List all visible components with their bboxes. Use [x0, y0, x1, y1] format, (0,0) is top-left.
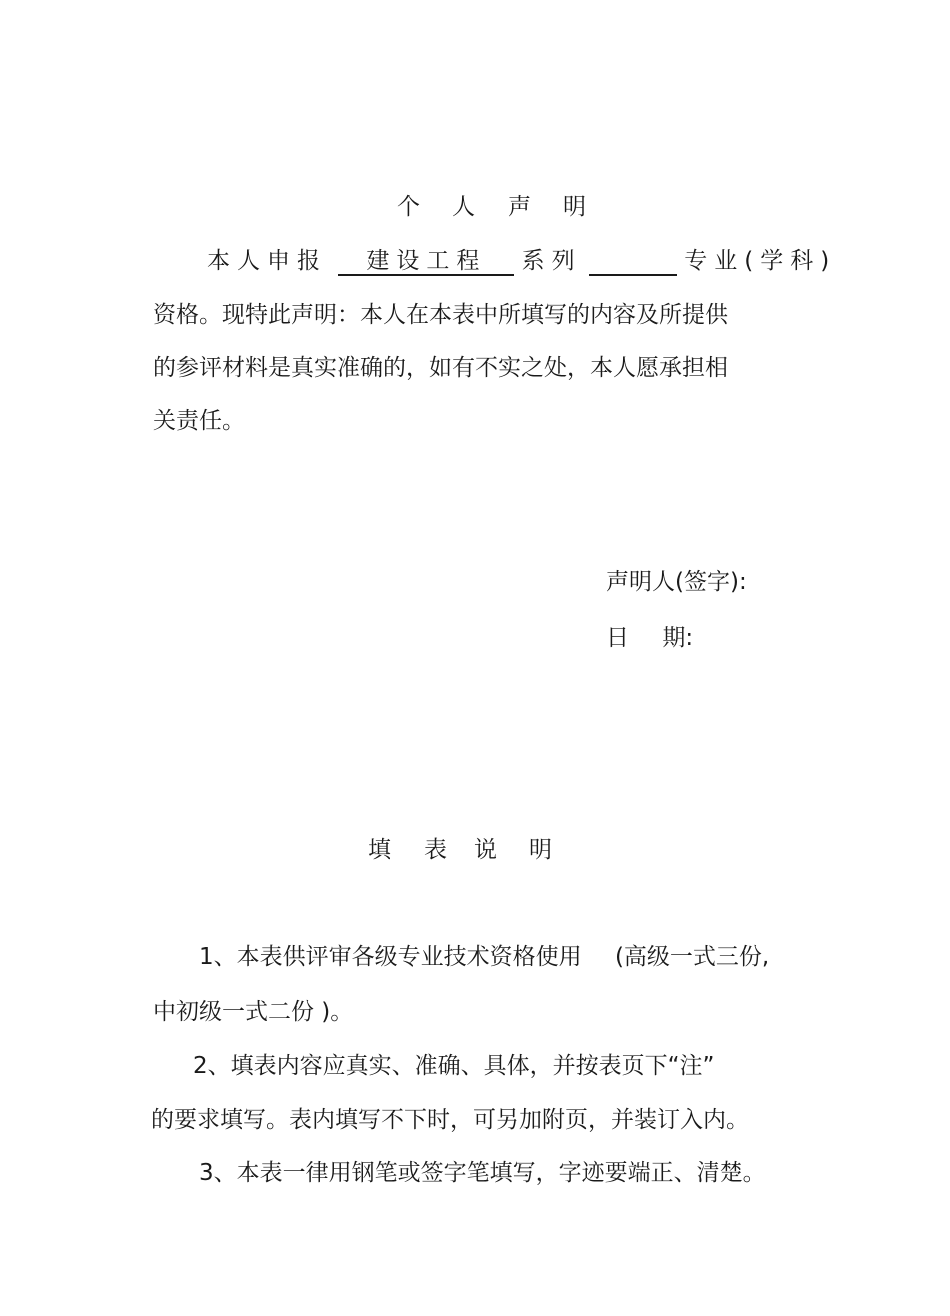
declaration-title-char-4: 明: [563, 194, 586, 220]
instructions-title-char-1: 填: [368, 837, 391, 863]
instruction-item-3-line-1: 3、本表一律用钢笔或签字笔填写，字迹要端正、清楚。: [199, 1160, 766, 1186]
declaration-intro-prefix: 本人申报: [207, 248, 327, 274]
signer-label: 声明人(签字):: [606, 569, 747, 595]
declaration-title-char-1: 个: [397, 194, 420, 220]
major-label: 专业(学科): [684, 248, 837, 274]
instructions-title-char-3: 说: [474, 837, 497, 863]
date-label-char-2: 期:: [662, 625, 694, 651]
instructions-title-char-4: 明: [529, 837, 552, 863]
instruction-item-1-line-2: 中初级一式二份 )。: [153, 999, 354, 1025]
instruction-item-1-text: 1、本表供评审各级专业技术资格使用: [199, 944, 582, 970]
date-label-char-1: 日: [606, 625, 629, 651]
declaration-line-1: [207, 246, 836, 276]
instruction-item-1-note: (高级一式三份,: [614, 944, 770, 970]
series-label: 系列: [521, 248, 582, 274]
declaration-title-char-3: 声: [508, 194, 531, 220]
declaration-line-4: 关责任。: [153, 408, 245, 434]
instruction-item-1-line-1: [199, 942, 769, 972]
declaration-line-3: 的参评材料是真实准确的，如有不实之处，本人愿承担相: [153, 355, 728, 381]
instructions-title-char-2: 表: [424, 837, 447, 863]
declaration-line-2: 资格。现特此声明：本人在本表中所填写的内容及所提供: [153, 302, 728, 328]
declaration-title-char-2: 人: [452, 194, 475, 220]
instruction-item-2-line-1: 2、填表内容应真实、准确、具体，并按表页下“注”: [193, 1053, 715, 1079]
series-field: 建设工程: [338, 248, 514, 276]
major-field: [589, 248, 677, 276]
date-label: [606, 623, 693, 653]
instruction-item-2-line-2: 的要求填写。表内填写不下时，可另加附页，并装订入内。: [151, 1107, 749, 1133]
